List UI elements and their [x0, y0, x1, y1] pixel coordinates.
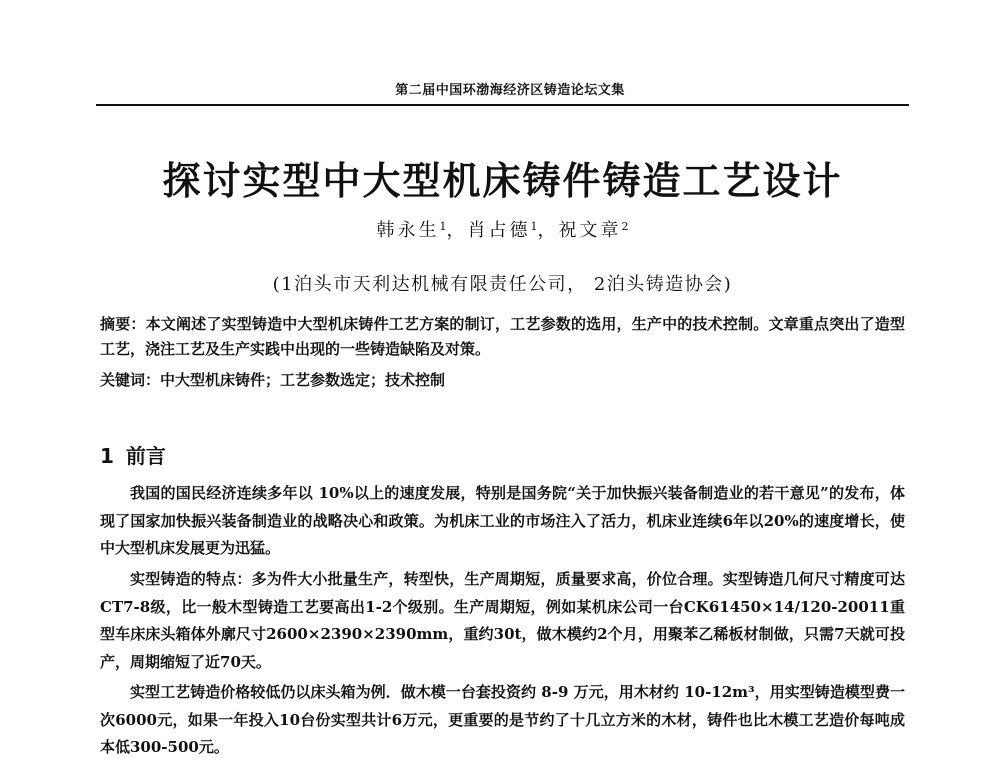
body-paragraph: 我国的国民经济连续多年以 10%以上的速度发展，特别是国务院“关于加快振兴装备制造业的若干意见”的发布，体现了国家加快振兴装备制造业的战略决心和政策。为机床工业的市场注入了活力，机床业连续6年以20%的速度增长，使中大型机床发展更为迅猛。	[100, 484, 905, 557]
author-separator: ，	[537, 220, 559, 241]
author-affiliation-mark: 1	[530, 220, 538, 233]
keywords: 关键词：中大型机床铸件；工艺参数选定；技术控制	[100, 371, 446, 389]
author-name: 韩永生	[376, 220, 440, 241]
author-name: 肖占德	[467, 220, 531, 241]
author-separator: ，	[446, 220, 468, 241]
author-affiliation-mark: 1	[439, 220, 447, 233]
author-name: 祝文章	[558, 220, 622, 241]
affiliations: (1泊头市天利达机械有限责任公司， 2泊头铸造协会)	[272, 274, 733, 295]
running-title: 第二届中国环渤海经济区铸造论坛文集	[395, 83, 625, 98]
author-list	[96, 216, 909, 242]
header-rule	[96, 104, 909, 106]
body-paragraph: 实型铸造的特点：多为件大小批量生产，转型快，生产周期短，质量要求高，价位合理。实型铸造几何尺寸精度可达CT7-8级，比一般木型铸造工艺要高出1-2个级别。生产周期短，例如某机床公司一台CK61450×14/120-20011重型车床床头箱体外廓尺寸2600×2390×2390mm，重约30t，做木模约2个月，用聚苯乙稀板材制做，只需7天就可投产，周期缩短了近70天。	[100, 570, 905, 671]
section-heading	[100, 440, 166, 469]
body-paragraph: 实型工艺铸造价格较低仍以床头箱为例．做木模一台套投资约 8-9 万元，用木材约 10-12m³，用实型铸造模型费一次6000元，如果一年投入10台份实型共计6万元，更重要的是节约了十几立方米的木材，铸件也比木模工艺造价每吨成本低300-500元。	[100, 683, 905, 756]
abstract: 摘要：本文阐述了实型铸造中大型机床铸件工艺方案的制订，工艺参数的选用，生产中的技术控制。文章重点突出了造型工艺，浇注工艺及生产实践中出现的一些铸造缺陷及对策。	[100, 315, 905, 358]
paper-title: 探讨实型中大型机床铸件铸造工艺设计	[162, 159, 843, 203]
section-number: 1	[100, 444, 114, 468]
section-title: 前言	[125, 444, 166, 468]
author-affiliation-mark: 2	[621, 220, 629, 233]
